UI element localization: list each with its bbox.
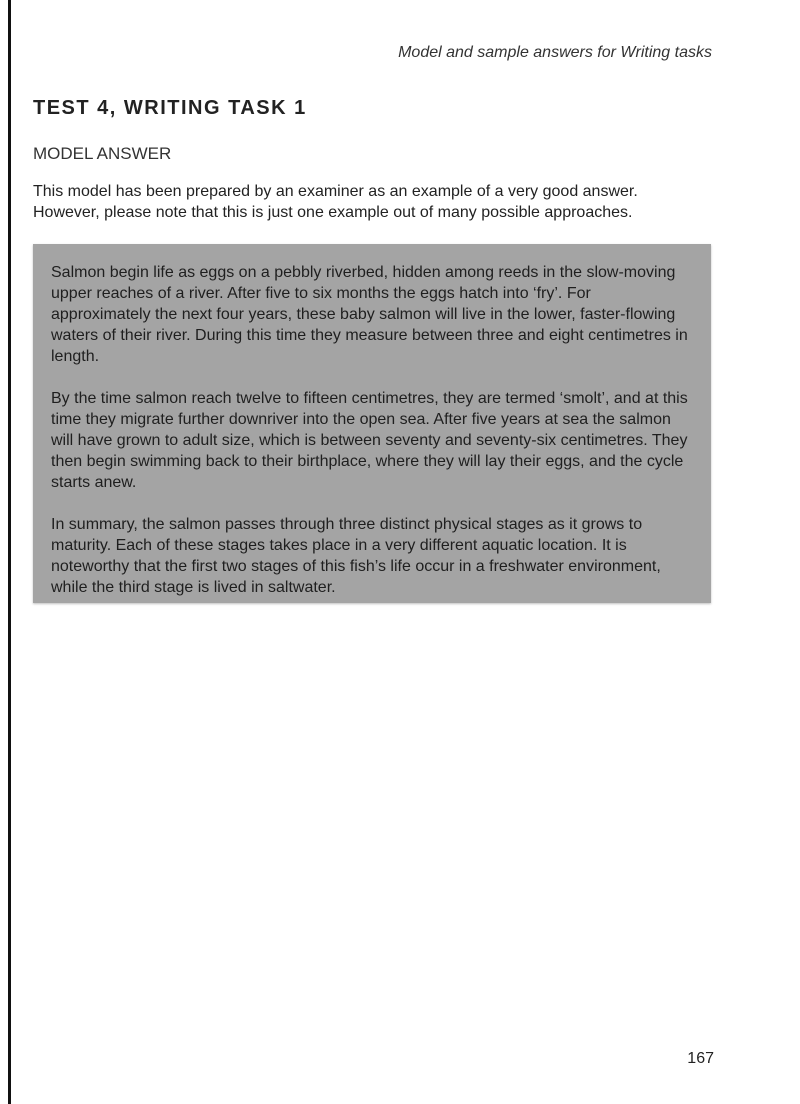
intro-text	[33, 181, 723, 223]
model-answer-box	[33, 244, 711, 603]
answer-paragraph: Salmon begin life as eggs on a pebbly riverbed, hidden among reeds in the slow-moving upper reaches of a river. After five to six months the eggs hatch into ‘fry’. For approximately the next four years, these baby salmon will live in the lower, faster-flowing waters of their river. During this time they measure between three and eight centimetres in length.	[51, 264, 688, 365]
intro-line: However, please note that this is just one example out of many possible approaches.	[33, 204, 633, 221]
page-edge-rule	[8, 0, 11, 1104]
page-number: 167	[687, 1050, 714, 1067]
section-title: TEST 4, WRITING TASK 1	[33, 97, 307, 119]
intro-line: This model has been prepared by an examiner as an example of a very good answer.	[33, 183, 638, 200]
running-header: Model and sample answers for Writing tasks	[398, 44, 712, 61]
section-subtitle: MODEL ANSWER	[33, 144, 172, 163]
answer-paragraph: By the time salmon reach twelve to fifteen centimetres, they are termed ‘smolt’, and at this time they migrate further downriver into the open sea. After five years at sea the salmon will have grown to adult size, which is between seventy and seventy-six centimetres. They then begin swimming back to their birthplace, where they will lay their eggs, and the cycle starts anew.	[51, 390, 688, 491]
answer-paragraph: In summary, the salmon passes through three distinct physical stages as it grows to maturity. Each of these stages takes place in a very different aquatic location. It is noteworthy that the first two stages of this fish’s life occur in a freshwater environment, while the third stage is lived in saltwater.	[51, 516, 661, 596]
